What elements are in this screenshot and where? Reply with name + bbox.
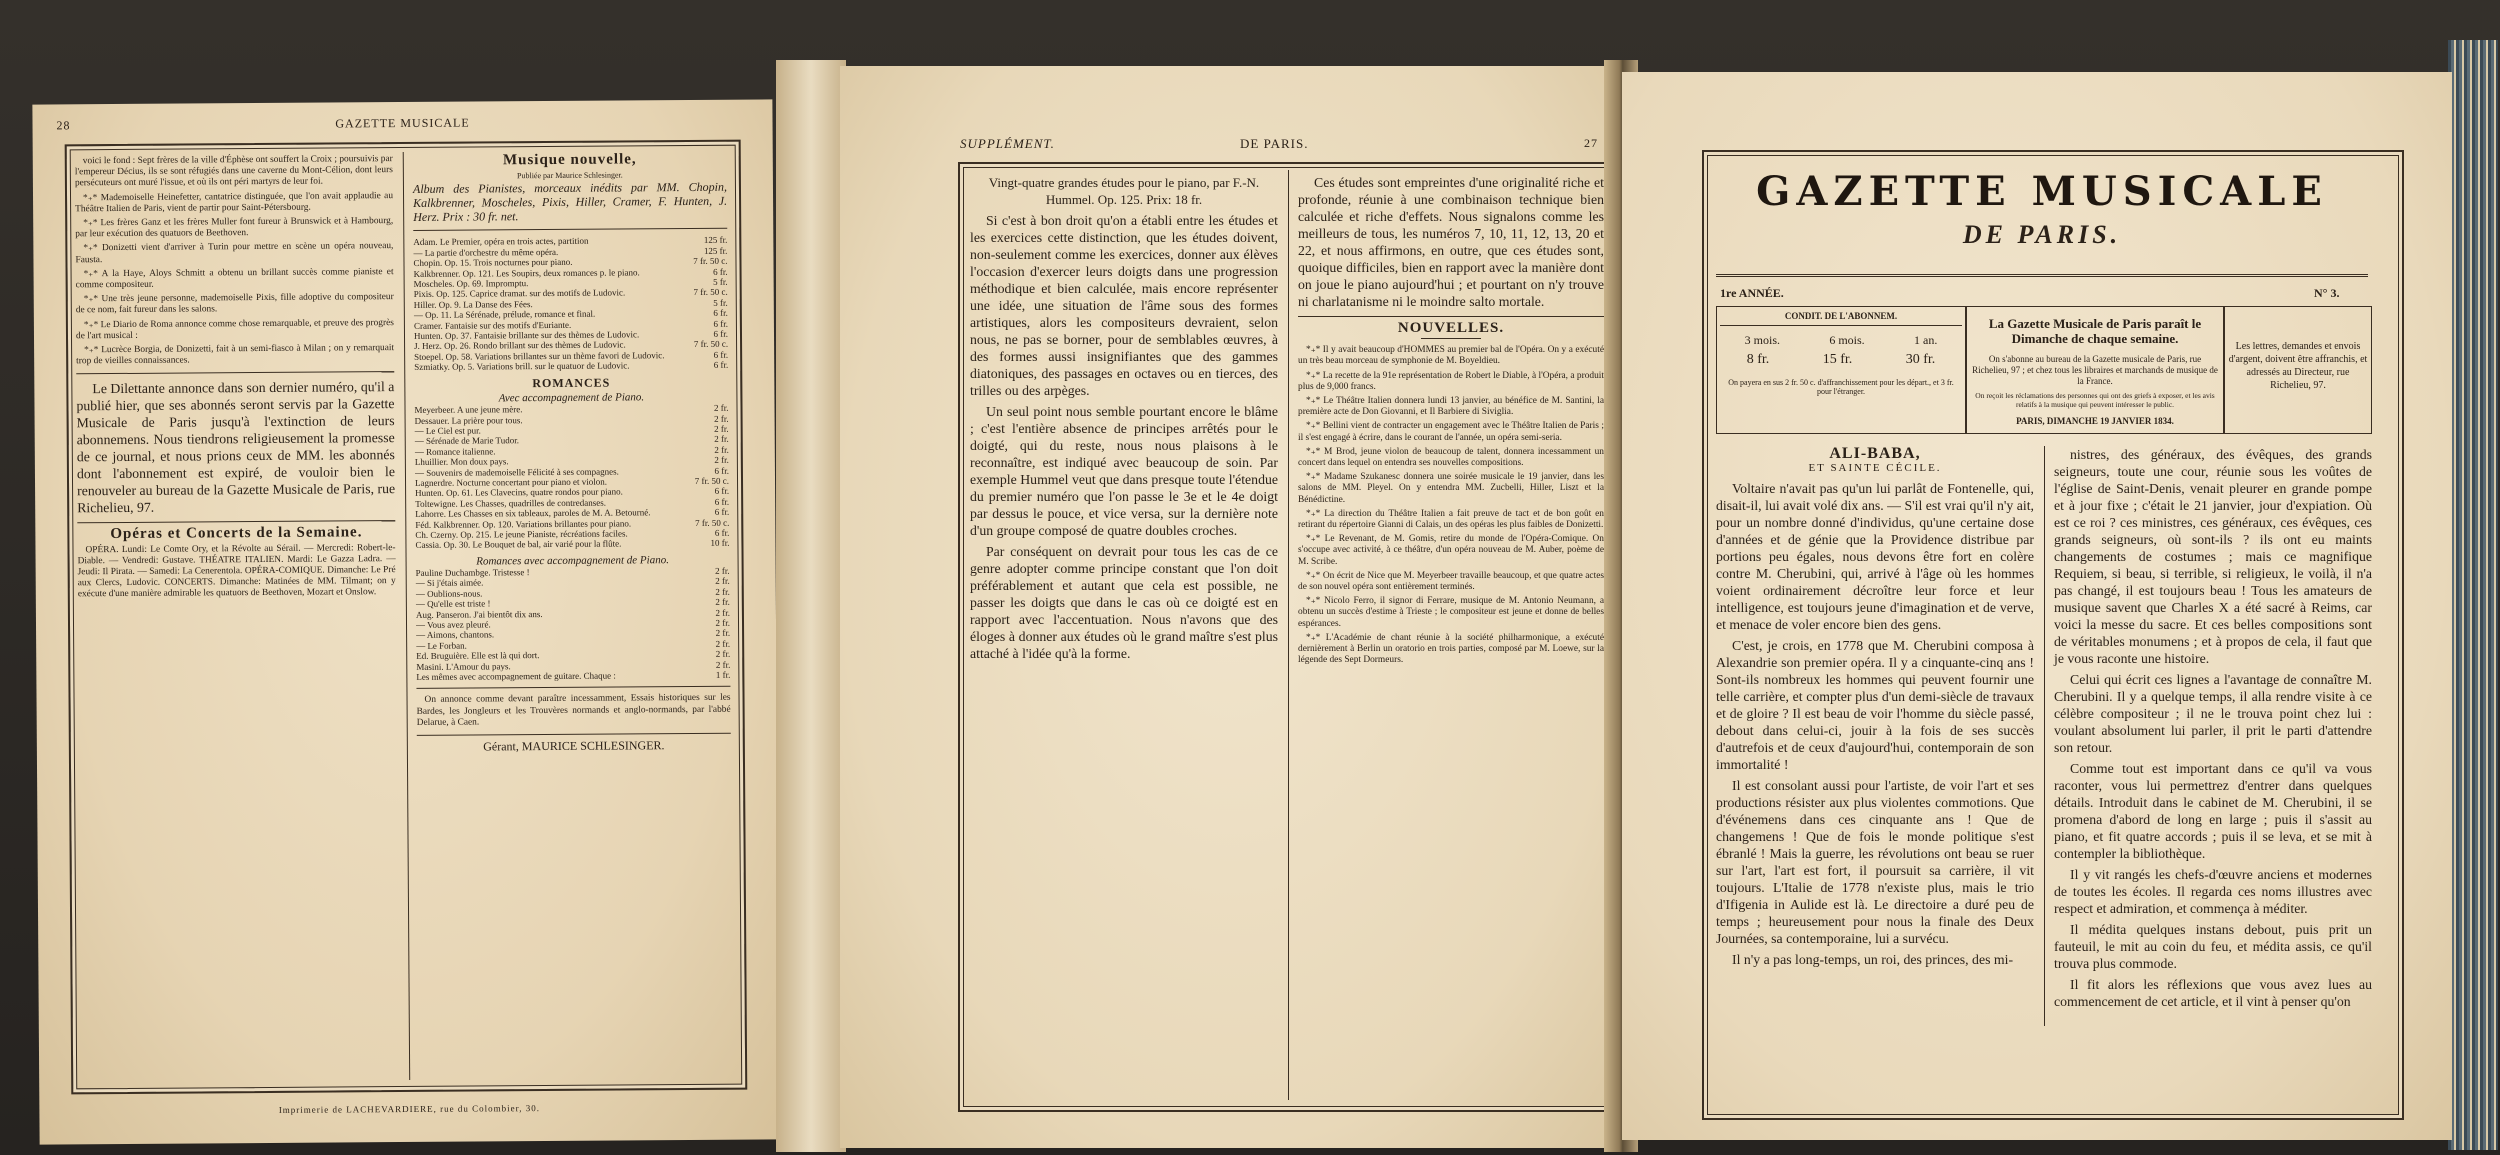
news-list (75, 154, 394, 368)
etudes-text (970, 212, 1278, 662)
table-cell: 1 an. (1914, 333, 1938, 347)
item-price: 2 fr. (714, 434, 729, 445)
romance-list (414, 403, 729, 551)
dateline: PARIS, DIMANCHE 19 JANVIER 1834. (2016, 416, 2174, 426)
divider (1421, 338, 1481, 339)
news-item: *₊* Nicolo Ferro, il signor di Ferrare, musique de M. Antonio Neumann, a obtenu un succès d'estime à Trieste ; le compositeur est jeune et donne de belles espérances. (1298, 596, 1604, 629)
item-price: 7 fr. 50 c. (693, 255, 728, 267)
news-item: *₊* L'Académie de chant réunie à la société philharmonique, a exécuté dernièrement à Berlin un oratorio en trois parties, composé par M. Loewe, sur la légende des Sept Dormeurs. (1298, 632, 1604, 666)
item-title: Les mêmes avec accompagnement de guitare. Chaque : (416, 670, 616, 682)
news-item: *₊* Donizetti vient d'arriver à Turin pour mettre en scène un opéra nouveau, Fausta. (75, 241, 394, 265)
item-price: 6 fr. (713, 266, 728, 277)
article-title: ALI-BABA, (1829, 445, 1921, 462)
table-cell: 3 mois. (1744, 333, 1780, 347)
item-price: 6 fr. (713, 318, 728, 329)
year: 1re ANNÉE. (1720, 286, 1784, 300)
masthead-subtitle: DE PARIS. (1962, 220, 2122, 249)
middle-col-2 (1298, 174, 1604, 669)
news-item: *₊* La recette de la 91e représentation de Robert le Diable, à l'Opéra, a produit plus de 9,000 francs. (1298, 370, 1604, 392)
item-title: Hunten. Op. 37. Fantaisie brillante sur des thèmes de Ludovic. (413, 329, 640, 341)
item-price: 1 fr. (715, 669, 731, 680)
item-title: Meyerbeer. A une jeune mère. (414, 404, 523, 416)
item-price: 7 fr. 50 c. (693, 339, 729, 350)
item-price: 125 fr. (703, 235, 728, 246)
paragraph: Voltaire n'avait pas qu'un lui parlât de Fontenelle, qui, disait-il, lui avait volé dix ans. — S'il est vrai qu'il n'y ait, pour un nombre donné d'individus, qu'une certaine dose d'années et de génie que la Providence distribue par portions peu égales, nous devons être fort en colère contre M. Cherubini, qui, arrivé à l'âge où les hommes voient ordinairement décroître leur force et leur intelligence, est toujours jeune d'imagination et de verve, et menace de voler encore bien des gens. (1716, 481, 2034, 633)
romances-title: ROMANCES (532, 375, 611, 390)
divider (77, 521, 395, 524)
page-fold (776, 60, 846, 1152)
paragraph: Si c'est à bon droit qu'on a établi entre les études et les exercices cette distinction, que les études doivent, non-seulement comme les exercices, donner aux élèves l'occasion d'exercer leurs doigts dans une progression méthodique et bien calculée, mais encore représenter une idée, une situation de l'âme sous des formes artistiques, alors les compositeurs devraient, selon nous, ne pas se borner, pour de semblables œuvres, à des formes aussi insignifiantes que des gammes diatoniques, des passages en octaves ou en tierces, des trilles ou des arpèges. (970, 213, 1278, 398)
divider (413, 228, 727, 231)
news-item: *₊* La direction du Théâtre Italien a fait preuve de tact et de bon goût en retirant du répertoire Gianni di Calais, un des opéras les plus faibles de Donizetti. (1298, 508, 1604, 531)
paragraph: Il n'y a pas long-temps, un roi, des princes, des mi- (1732, 952, 2014, 968)
publication-text: On s'abonne au bureau de la Gazette musicale de Paris, rue Richelieu, 97 ; et chez tous les libraires et marchands de musique de la France. (1972, 354, 2218, 386)
item-title: Kalkbrenner. Op. 121. Les Soupirs, deux romances p. le piano. (413, 266, 640, 279)
news-item: *₊* Bellini vient de contracter un engagement avec le Théâtre Italien de Paris ; il s'est engagé à écrire, dans le courant de l'année, un opéra semi-seria. (1298, 421, 1604, 443)
column-rule (2044, 446, 2045, 1026)
news-item: voici le fond : Sept frères de la ville d'Éphèse ont souffert la Croix ; poursuivis par l'empereur Décius, ils se sont réfugiés dans une caverne du Mont-Célion, dont leurs persécuteurs ont muré l'issue, et où ils ont péri martyrs de leur foi. (74, 154, 393, 189)
item-title: Lahorre. Les Chasses en six tableaux, paroles de M. A. Betourné. (415, 507, 651, 520)
gerant: Gérant, MAURICE SCHLESINGER. (483, 738, 665, 754)
paragraph: C'est, je crois, en 1778 que M. Cherubini composa à Alexandrie son premier opéra. Il y a cinquante-cinq ans ! Sont-ils nombreux les hommes qui peuvent fournir une telle carrière, et compter plus d'un demi-siècle de travaux et de gloire ? Il est beau de voir l'homme du siècle passé, debout dans celui-ci, jouir à la fois de ses succès d'autrefois et de ceux d'aujourd'hui, contemporain de son immortalité ! (1716, 638, 2034, 773)
item-price: 5 fr. (713, 297, 728, 308)
imprint: Imprimerie de LACHEVARDIERE, rue du Colombier, 30. (278, 1103, 541, 1115)
paragraph: Il est consolant aussi pour l'artiste, de voir l'art et ses productions résister aux plus violentes commotions. Que d'événemens dans ces cinquante ans ! Que de changemens ! Que de fois le monde politique s'est ébranlé ! Mais la guerre, les révolutions ont beau se ruer sur l'art, l'art est fort, il poursuit sa carrière, il vit toujours. L'Italie de 1778 n'existe plus, mais le trio d'Ifigenia in Aulide est là. Le directoire a duré peu de temps ; heureusement pour nous la finale des Deux Journées, sa contemporaine, lui a survécu. (1716, 778, 2034, 947)
publication-box (1966, 306, 2224, 434)
subscription-note: On payera en sus 2 fr. 50 c. d'affranchissement pour les départ., et 3 fr. pour l'étranger. (1728, 378, 1954, 396)
item-price: 6 fr. (714, 486, 730, 497)
etudes-title: Vingt-quatre grandes études pour le piano, par F.-N. Hummel. Op. 125. Prix: 18 fr. (988, 175, 1260, 207)
item-title: Hunten. Op. 61. Les Clavecins, quatre rondos pour piano. (415, 486, 623, 499)
masthead-rule (1716, 274, 2368, 277)
item-price: 6 fr. (714, 506, 730, 517)
running-head-right: DE PARIS. (1240, 136, 1309, 151)
item-price: 6 fr. (714, 465, 729, 476)
item-price: 2 fr. (715, 576, 730, 587)
item-title: Pauline Duchambge. Tristesse ! (415, 567, 530, 578)
item-price: 7 fr. 50 c. (695, 517, 730, 528)
table-cell: 15 fr. (1822, 352, 1853, 367)
letters-box (2224, 306, 2372, 434)
romances-subtitle: Avec accompagnement de Piano. (498, 391, 645, 405)
item-title: — Le Forban. (416, 640, 467, 651)
concerts-title: Opéras et Concerts de la Semaine. (110, 524, 363, 543)
item-price: 6 fr. (714, 527, 730, 538)
item-price: 2 fr. (714, 413, 729, 424)
romances2-title: Romances avec accompagnement de Piano. (476, 553, 669, 568)
article-subtitle: ET SAINTE CÉCILE. (1808, 462, 1942, 475)
news-item: *₊* Le Théâtre Italien donnera lundi 13 janvier, au bénéfice de M. Santini, la première acte de Don Giovanni, et Il Barbiere di Siviglia. (1298, 396, 1604, 418)
publication-title: La Gazette Musicale de Paris paraît le Dimanche de chaque semaine. (1988, 316, 2202, 346)
romance2-list (416, 566, 731, 683)
left-page (32, 99, 779, 1144)
paragraph: Il médita quelques instans debout, puis prit un fauteuil, le mit au coin du feu, et médita assis, ce qu'il trouva plus commode. (2054, 922, 2372, 971)
list-item (414, 360, 728, 373)
item-price: 7 fr. 50 c. (694, 475, 730, 486)
item-title: Dessauer. La prière pour tous. (414, 414, 523, 426)
news-item: *₊* Lucrèce Borgia, de Donizetti, fait à un semi-fiasco à Milan ; on y remarquait trop de vieilles connaissances. (76, 343, 395, 367)
item-price: 2 fr. (715, 586, 730, 597)
paragraph: Comme tout est important dans ce qu'il va vous raconter, vous lui permettrez d'entrer dans quelques détails. Introduit dans le cabinet de M. Cherubini, il se promena d'abord de long en large ; puis il s'assit au piano, et fit quatre accords ; puis il se leva, et se mit à contempler la bibliothèque. (2054, 761, 2372, 861)
table-cell: 6 mois. (1829, 333, 1865, 347)
item-title: Aug. Panseron. J'ai bientôt dix ans. (415, 608, 543, 620)
divider (416, 686, 730, 689)
table-cell: 8 fr. (1746, 352, 1770, 367)
item-title: — Aimons, chantons. (416, 629, 495, 641)
album-title: Album des Pianistes, morceaux inédits par MM. Chopin, Kalkbrenner, Moscheles, Pixis, Hiller, Cramer, F. Hunten, J. Herz. Prix : 30 fr. net. (412, 180, 728, 225)
table-cell: 30 fr. (1905, 352, 1936, 367)
nouvelles-title: NOUVELLES. (1397, 320, 1505, 336)
paragraph: Un seul point nous semble pourtant encore le blâme ; c'est l'entière absence de principes arrêtés pour le doigté, qui du reste, nous nous plaisons à le reconnaître, est indiqué avec beaucoup de soin. Par exemple Hummel veut que dans presque toute l'étendue du premier numéro que l'on passe le 3e et le 4e doigt par dessus le pouce, et vice versa, sur la dernière note d'un groupe composé de quatre doubles croches. (970, 404, 1278, 538)
subscription-terms (1720, 334, 1962, 346)
issue-number: N° 3. (2314, 286, 2340, 300)
paragraph: Celui qui écrit ces lignes a l'avantage de connaître M. Cherubini. Il y a quelque temps, il alla rendre visite à ce célèbre compositeur ; il ne le trouva point chez lui : voulant absolument lui parler, il prit le parti d'attendre son retour. (2054, 672, 2372, 755)
item-title: Ch. Czerny. Op. 215. Le jeune Pianiste, récréations faciles. (415, 528, 628, 540)
list-item (415, 538, 729, 551)
item-title: Lagnerdre. Nocturne concertant pour piano et violon. (414, 476, 607, 488)
news-item: *₊* Madame Szukanesc donnera une soirée musicale le 19 janvier, dans les salons de MM. Pleyel. On y entendra MM. Zucbelli, Hiller, Liszt et la Bénédictine. (1298, 472, 1604, 505)
item-price: 10 fr. (710, 538, 730, 549)
item-title: — Op. 11. La Sérénade, prélude, romance et final. (413, 308, 596, 321)
paragraph: Par conséquent on devrait pour tous les cas de ce genre adopter comme principe constant que l'on doit préférablement et autant que cela est possible, ne passer les doigts que dans le cas où ce doigté est en rapport avec l'accentuation. Nous n'avons que des éloges à donner aux études où le grand maître s'est plus attaché à l'idée qu'à la forme. (970, 544, 1278, 661)
item-price: 125 fr. (703, 245, 728, 256)
item-title: — Sérénade de Marie Tudor. (414, 435, 520, 447)
paragraph: Ces études sont empreintes d'une originalité riche et profonde, réunie à une combinaison technique bien calculée et riche d'effets. Nous signalons comme les meilleurs de tous, les numéros 7, 10, 11, 12, 13, 20 et 22, et nous affirmons, en outre, que ces études sont, quoique difficiles, bien en rapport avec la manière dont on joue le piano aujourd'hui ; et pourtant on n'y trouve ni charlatanisme ni le moindre salto mortale. (1298, 175, 1604, 309)
news-item: *₊* Une très jeune personne, mademoiselle Pixis, fille adoptive du compositeur de ce nom, fait fureur dans les salons. (75, 292, 394, 316)
item-title: — Le Ciel est pur. (414, 425, 481, 436)
item-price: 5 fr. (713, 276, 728, 287)
article-col-2 (2054, 446, 2372, 1014)
page-number: 27 (1584, 136, 1598, 150)
news-item: *₊* Mademoiselle Heinefetter, cantatrice distinguée, que l'on avait applaudie au Théâtre Italien de Paris, vient de partir pour Saint-Pétersbourg. (75, 190, 394, 215)
item-price: 2 fr. (715, 617, 731, 628)
item-title: — La partie d'orchestre du même opéra. (413, 246, 559, 258)
page-number: 28 (56, 118, 71, 133)
item-title: Lhuillier. Mon doux pays. (414, 456, 509, 468)
item-price: 2 fr. (714, 423, 729, 434)
news-item: *₊* M Brod, jeune violon de beaucoup de talent, donnera incessamment un concert dans lequel on entendra ses nouvelles compositions. (1298, 446, 1604, 469)
item-title: Moscheles. Op. 69. Impromptu. (413, 278, 529, 289)
news-item: *₊* Les frères Ganz et les frères Muller font fureur à Brunswick et à Hambourg, par leur exécution des quatuors de Beethoven. (75, 216, 394, 240)
left-col-2 (413, 152, 731, 753)
paragraph: Il fit alors les réflexions que vous avez lues au commencement de cet article, et il vint à penser qu'on (2054, 977, 2372, 1009)
item-title: Stoepel. Op. 58. Variations brillantes sur un thème favori de Ludovic. (414, 350, 665, 362)
item-title: — Romance italienne. (414, 446, 496, 457)
item-title: Pixis. Op. 125. Caprice dramat. sur des motifs de Ludovic. (413, 287, 626, 300)
etudes-continued (1298, 174, 1604, 310)
middle-col-1 (970, 174, 1278, 666)
paragraph: Il y vit rangés les chefs-d'œuvre anciens et modernes de toutes les écoles. Il regarda ces noms illustres avec respect et admiration, et commença à méditer. (2054, 867, 2372, 916)
item-price: 6 fr. (713, 349, 729, 360)
item-title: Cassia. Op. 30. Le Bouquet de bal, air varié pour la flûte. (415, 538, 622, 551)
item-title: — Si j'étais aimée. (415, 577, 484, 589)
nouvelles-list (1298, 345, 1604, 666)
music-publisher: Publiée par Maurice Schlesinger. (516, 170, 623, 181)
publication-note: On reçoit les réclamations des personnes qui ont des griefs à exposer, et les avis relatifs à la musique qui peuvent intéresser le public. (1975, 391, 2215, 409)
item-title: — Souvenirs de mademoiselle Félicité à ses compagnes. (414, 466, 619, 478)
item-title: J. Herz. Op. 26. Rondo brillant sur des thèmes de Ludovic. (414, 339, 626, 352)
item-price: 7 fr. 50 c. (693, 287, 728, 298)
divider (417, 733, 731, 736)
list-item (416, 670, 730, 683)
article-text-1 (1716, 480, 2034, 968)
news-item: *₊* A la Haye, Aloys Schmitt a obtenu un brillant succès comme pianiste et comme compositeur. (75, 266, 394, 291)
item-price: 6 fr. (713, 360, 729, 371)
book-edge (2448, 40, 2498, 1150)
item-title: — Vous avez pleuré. (415, 619, 491, 630)
item-price: 2 fr. (715, 648, 731, 660)
item-price: 2 fr. (714, 444, 729, 455)
item-price: 2 fr. (714, 454, 729, 465)
article-text-2 (2054, 446, 2372, 1010)
item-title: — Oublions-nous. (415, 588, 483, 599)
running-head: GAZETTE MUSICALE (335, 115, 470, 131)
item-price: 2 fr. (713, 402, 729, 413)
news-item: *₊* Il y avait beaucoup d'HOMMES au premier bal de l'Opéra. On y a exécuté un très beau morceau de symphonie de M. Boyeldieu. (1298, 345, 1604, 367)
subscription-box: CONDIT. DE L'ABONNEM. 3 mois. 6 mois. 1 an. 8 fr. 15 fr. 30 fr. On payera en sus 2 fr. 50 c. d'affranchissement pour les départ., et 3 fr. pour l'étranger. (1716, 306, 1966, 434)
item-title: Féd. Kalkbrenner. Op. 120. Variations brillantes pour piano. (415, 517, 632, 530)
item-title: Hiller. Op. 9. La Danse des Fées. (413, 298, 533, 310)
divider (1298, 316, 1604, 317)
news-item: *₊* Le Revenant, de M. Gomis, retire du monde de l'Opéra-Comique. On s'occupe avec activité, à ce théâtre, d'un opéra nouveau de M. Auber, poème de M. Scribe. (1298, 534, 1604, 567)
item-price: 6 fr. (714, 496, 730, 507)
column-rule (1288, 170, 1289, 1100)
item-price: 2 fr. (715, 565, 730, 576)
music-list (413, 235, 728, 372)
masthead: GAZETTE MUSICALE (1756, 168, 2328, 215)
news-item: *₊* Le Diario de Roma annonce comme chose remarquable, et preuve des progrès de l'art musical : (75, 317, 394, 342)
item-price: 6 fr. (713, 307, 728, 319)
item-title: Ed. Bruguière. Elle est là qui dort. (416, 650, 540, 662)
item-price: 2 fr. (715, 638, 731, 649)
running-head-left: SUPPLÉMENT. (960, 136, 1055, 151)
news-item: *₊* On écrit de Nice que M. Meyerbeer travaille beaucoup, et que quatre actes de son nouvel opéra sont entièrement terminés. (1298, 570, 1604, 593)
concerts-text: OPÉRA. Lundi: Le Comte Ory, et la Révolte au Sérail. — Mercredi: Robert-le-Diable. — Vendredi: Gustave. THÉATRE ITALIEN. Mardi: Le Gazza Ladra. — Jeudi: Il Pirata. — Samedi: La Cenerentola. OPÉRA-COMIQUE. Dimanche: Le Pré aux Clercs, Ludovic. CONCERTS. Dimanche: Matinées de MM. Tilmant; on y exécute d'une manière admirable les quatuors de Beethoven, Mozart et Onslow. (77, 542, 396, 600)
paragraph: nistres, des généraux, des évêques, des grands seigneurs, toute une cour, réunie sous les voûtes de l'église de Saint-Denis, venait pleurer en grande pompe et à jour fixe ; c'était le 21 janvier, jour d'expiation. Où est ce roi ? ces ministres, ces généraux, ces évêques, ces grands seigneurs, où sont-ils ? ils ont eu maints changements de costumes ; mais ce magnifique Requiem, si beau, si terrible, si religieux, le voilà, il n'a pas changé, il est toujours beau ! Tous les amateurs de musique savent que Charles X a été sacré à Reims, car voici la messe du sacre. Et ces belles compositions sont de véritables monumens ; et à propos de cela, il faut que je vous raconte une histoire. (2054, 447, 2372, 666)
subscription-prices (1720, 354, 1962, 366)
item-title: Masini. L'Amour du pays. (416, 660, 511, 672)
dilettante-notice: Le Dilettante annonce dans son dernier numéro, qu'il a publié hier, que ses abonnés seront servis par la Gazette Musicale de Paris jusqu'à l'extinction de leurs abonnemens. Nous tiendrons religieusement la promesse de ce journal, et nous prions ceux de MM. les abonnés dont l'abonnement est expiré, de vouloir bien le renouveler au bureau de la Gazette Musicale de Paris, rue Richelieu, 97. (76, 379, 396, 516)
item-price: 6 fr. (713, 328, 729, 339)
letters-text: Les lettres, demandes et envois d'argent, doivent être affranchis, et adressés au Directeur, rue Richelieu, 97. (2228, 341, 2368, 391)
item-price: 2 fr. (715, 596, 730, 608)
item-title: Cramer. Fantaisie sur des motifs d'Euriante. (413, 319, 572, 331)
divider (76, 372, 394, 375)
item-title: Adam. Le Premier, opéra en trois actes, partition (413, 236, 589, 248)
music-title: Musique nouvelle, (502, 151, 637, 169)
item-price: 2 fr. (715, 659, 731, 670)
item-title: Szmiatky. Op. 5. Variations brill. sur le quatuor de Ludovic. (414, 360, 630, 373)
item-price: 2 fr. (715, 628, 731, 639)
left-col-1 (75, 154, 396, 604)
item-title: — Qu'elle est triste ! (415, 598, 491, 610)
middle-page (840, 66, 1626, 1148)
article-col-1 (1716, 446, 2034, 972)
item-title: Toltewigne. Les Chasses, quadrilles de contredanses. (415, 497, 607, 509)
item-price: 2 fr. (715, 607, 730, 618)
item-title: Chopin. Op. 15. Trois nocturnes pour piano. (413, 257, 573, 269)
notice: On annonce comme devant paraître incessamment, Essais historiques sur les Bardes, les Jongleurs et les Trouvères normands et anglo-normands, par l'abbé Delarue, à Caen. (416, 693, 731, 728)
